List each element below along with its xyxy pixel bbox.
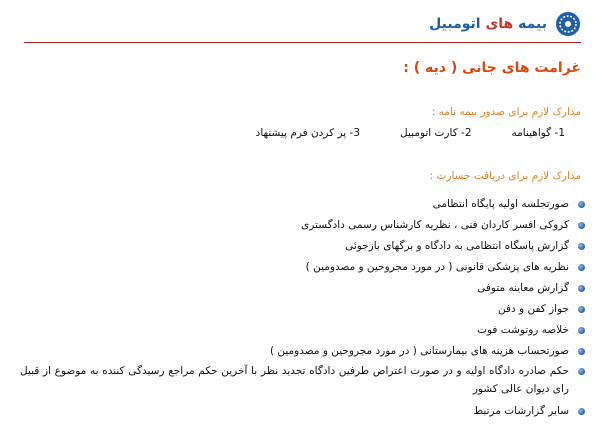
list-item-text: خلاصه روتوشت فوت bbox=[477, 324, 569, 336]
list-item-text: جواز کفن و دفن bbox=[498, 303, 569, 315]
list-item-text: گزارش پاسگاه انتظامی به دادگاه و برگهای بازجوئی bbox=[345, 240, 569, 252]
bullet-icon bbox=[578, 306, 585, 313]
brand-title bbox=[429, 16, 547, 32]
list-item bbox=[20, 362, 585, 401]
issuance-doc: 2- کارت اتومبیل bbox=[400, 127, 472, 139]
claim-docs-list bbox=[20, 194, 585, 422]
issuance-doc: 3- پر کردن فرم پیشنهاد bbox=[255, 127, 361, 139]
header bbox=[429, 10, 581, 38]
claim-heading: مدارک لازم برای دریافت خسارت : bbox=[429, 170, 581, 182]
list-item-text: حکم صادره دادگاه اولیه و در صورت اعتراض طرفین دادگاه تجدید نظر با آخرین حکم مراجع رسیدگی کننده به موضوع از قبیل رای دیوان عالی کشور bbox=[20, 365, 569, 395]
bullet-icon bbox=[578, 368, 585, 375]
list-item-text: نظریه های پزشکی قانونی ( در مورد مجروحین و مصدومین ) bbox=[305, 261, 569, 273]
list-item-text: صورتجلسه اولیه پایگاه انتظامی bbox=[432, 198, 569, 210]
bullet-icon bbox=[578, 264, 585, 271]
page-title: غرامت های جانی ( دیه ) : bbox=[403, 60, 581, 76]
list-item bbox=[20, 215, 585, 236]
bullet-icon bbox=[578, 348, 585, 355]
insurance-logo-icon bbox=[555, 11, 581, 37]
list-item bbox=[20, 257, 585, 278]
list-item-text: گزارش معاینه متوفی bbox=[477, 282, 569, 294]
list-item-text: کروکی افسر کاردان فنی ، نظریه کارشناس رسمی دادگستری bbox=[301, 219, 569, 231]
issuance-doc: 1- گواهینامه bbox=[511, 127, 565, 139]
bullet-icon bbox=[578, 285, 585, 292]
issuance-heading: مدارک لازم برای صدور بیمه نامه : bbox=[431, 106, 581, 118]
brand-word-1: بیمه bbox=[518, 16, 547, 32]
list-item bbox=[20, 299, 585, 320]
bullet-icon bbox=[578, 327, 585, 334]
list-item bbox=[20, 236, 585, 257]
list-item bbox=[20, 278, 585, 299]
issuance-docs bbox=[256, 127, 565, 139]
bullet-icon bbox=[578, 408, 585, 415]
brand-word-3: اتومبیل bbox=[429, 16, 481, 32]
bullet-icon bbox=[578, 243, 585, 250]
list-item bbox=[20, 194, 585, 215]
list-item bbox=[20, 401, 585, 422]
list-item-text: صورتحساب هزینه های بیمارستانی ( در مورد مجروحین و مصدومین ) bbox=[269, 345, 569, 357]
list-item bbox=[20, 341, 585, 362]
list-item-text: سایر گزارشات مرتبط bbox=[473, 405, 569, 417]
bullet-icon bbox=[578, 201, 585, 208]
list-item bbox=[20, 320, 585, 341]
header-divider bbox=[24, 42, 581, 43]
bullet-icon bbox=[578, 222, 585, 229]
brand-word-2: های bbox=[480, 16, 519, 32]
